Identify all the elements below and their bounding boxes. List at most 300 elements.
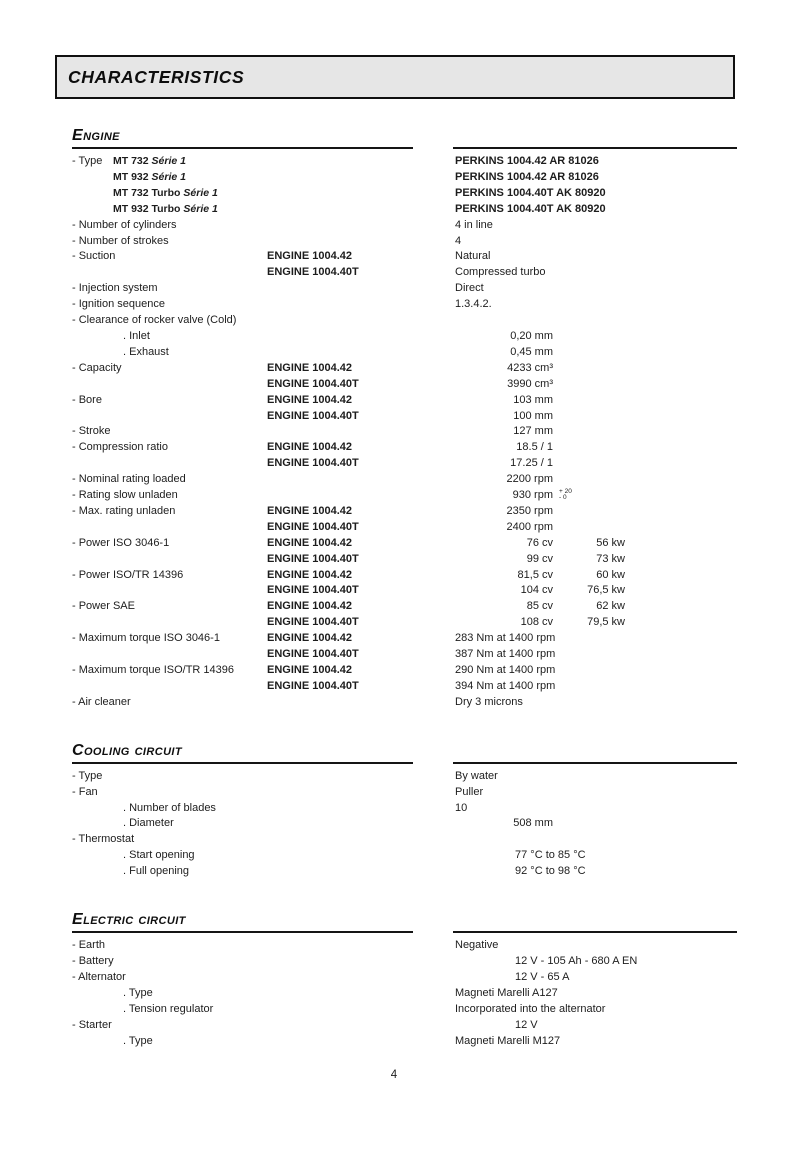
spec-row — [72, 816, 737, 832]
spec-label-text: - Stroke — [72, 425, 111, 438]
spec-value-kw — [490, 249, 562, 265]
spec-label — [72, 970, 267, 986]
spec-section — [72, 127, 737, 711]
machine-model — [113, 202, 218, 218]
spec-row — [72, 663, 737, 679]
spec-value — [455, 986, 558, 1002]
spec-value — [455, 1002, 605, 1018]
spec-value — [455, 520, 553, 536]
engine-model: ENGINE 1004.42 — [267, 568, 352, 581]
spec-row — [72, 801, 737, 817]
spec-value — [455, 345, 553, 361]
engine-model — [267, 785, 455, 801]
section-header — [72, 127, 737, 149]
spec-row — [72, 1002, 737, 1018]
spec-value — [455, 695, 523, 711]
engine-model — [267, 154, 455, 170]
spec-value-text: 2350 rpm — [506, 504, 553, 517]
spec-row — [72, 1034, 737, 1050]
spec-label — [72, 986, 267, 1002]
spec-value-kw — [553, 361, 625, 377]
spec-row — [72, 848, 737, 864]
spec-value — [455, 769, 498, 785]
spec-row — [72, 1018, 737, 1034]
spec-label — [72, 202, 267, 218]
spec-label-text: . Number of blades — [123, 801, 216, 814]
spec-row — [72, 265, 737, 281]
spec-label — [72, 345, 267, 361]
spec-value-text: 283 Nm at 1400 rpm — [455, 632, 556, 645]
spec-label — [72, 440, 267, 456]
spec-row — [72, 313, 737, 329]
machine-model-name: MT 732 — [113, 155, 149, 167]
engine-model — [267, 424, 455, 440]
spec-row — [72, 695, 737, 711]
section-title: Electric circuit — [72, 911, 413, 933]
spec-value — [455, 424, 553, 440]
spec-rows — [72, 154, 737, 711]
spec-label — [72, 785, 267, 801]
spec-value — [455, 679, 555, 695]
spec-value — [455, 281, 484, 297]
spec-value-kw — [455, 832, 527, 848]
spec-row — [72, 583, 737, 599]
spec-label — [72, 816, 267, 832]
spec-value — [455, 583, 553, 599]
spec-value-text: Puller — [455, 785, 484, 798]
spec-value — [455, 170, 599, 186]
engine-model — [267, 954, 455, 970]
spec-label — [72, 848, 267, 864]
page-title: CHARACTERISTICS — [68, 66, 245, 87]
spec-label-text: . Full opening — [123, 865, 190, 878]
spec-value-kw — [484, 281, 556, 297]
spec-value-kw — [605, 1002, 677, 1018]
spec-row — [72, 361, 737, 377]
spec-row — [72, 345, 737, 361]
spec-value-text: 103 mm — [513, 393, 553, 406]
section-header — [72, 742, 737, 764]
spec-value-text: 18.5 / 1 — [516, 441, 553, 454]
spec-label — [72, 456, 267, 472]
spec-value-text: 2400 rpm — [506, 520, 553, 533]
spec-value-kw — [606, 186, 678, 202]
engine-model: ENGINE 1004.40T — [267, 679, 359, 692]
spec-label — [72, 218, 267, 234]
engine-model: ENGINE 1004.40T — [267, 584, 359, 597]
spec-value-kw — [555, 679, 627, 695]
spec-label — [72, 1018, 267, 1034]
engine-model: ENGINE 1004.42 — [267, 600, 352, 613]
spec-rows — [72, 769, 737, 880]
spec-value — [455, 954, 637, 970]
tolerance-top: + 20 — [559, 488, 572, 496]
spec-value — [455, 615, 553, 631]
spec-value-text: Magneti Marelli A127 — [455, 986, 558, 999]
spec-label — [72, 679, 267, 695]
engine-model: ENGINE 1004.42 — [267, 393, 352, 406]
spec-value-text: 290 Nm at 1400 rpm — [455, 664, 556, 676]
spec-value-kw: 79,5 kw — [587, 616, 625, 629]
spec-label-text: - Maximum torque ISO 3046-1 — [72, 632, 220, 645]
spec-rows — [72, 938, 737, 1049]
spec-value — [455, 202, 606, 218]
spec-value-kw — [553, 329, 625, 345]
spec-label — [72, 393, 267, 409]
spec-label-text: - Starter — [72, 1018, 112, 1031]
spec-value-text: 4233 cm³ — [507, 361, 553, 374]
engine-model — [267, 1034, 455, 1050]
spec-value — [455, 297, 492, 313]
spec-value-text: 508 mm — [513, 817, 553, 830]
spec-label-text — [72, 202, 113, 218]
spec-label — [72, 186, 267, 202]
spec-value — [455, 265, 546, 281]
spec-value-text: Incorporated into the alternator — [455, 1002, 606, 1015]
spec-value-kw — [569, 970, 641, 986]
spec-label — [72, 520, 267, 536]
spec-value-text: 12 V - 65 A — [515, 970, 570, 983]
spec-label — [72, 954, 267, 970]
spec-value-text: 85 cv — [526, 600, 553, 613]
spec-value — [455, 663, 555, 679]
spec-label — [72, 663, 267, 679]
spec-row — [72, 615, 737, 631]
section-title: Engine — [72, 127, 413, 149]
spec-value-kw — [553, 377, 625, 393]
spec-value-kw — [555, 663, 627, 679]
spec-label — [72, 938, 267, 954]
spec-label — [72, 488, 267, 504]
engine-model: ENGINE 1004.42 — [267, 632, 352, 645]
spec-value-kw — [553, 816, 625, 832]
spec-label — [72, 361, 267, 377]
spec-row — [72, 769, 737, 785]
spec-value-text: Negative — [455, 939, 499, 952]
spec-value-text: PERKINS 1004.40T AK 80920 — [455, 186, 606, 199]
engine-model: ENGINE 1004.42 — [267, 250, 352, 263]
spec-value-kw: 60 kw — [596, 568, 625, 581]
engine-model — [267, 313, 455, 329]
spec-row — [72, 832, 737, 848]
spec-value-kw — [553, 393, 625, 409]
section-header — [72, 911, 737, 933]
spec-label-text: - Clearance of rocker valve (Cold) — [72, 314, 237, 327]
spec-value-kw — [553, 504, 625, 520]
spec-label-text: - Power ISO/TR 14396 — [72, 568, 184, 581]
engine-model — [267, 218, 455, 234]
spec-label-text: - Injection system — [72, 282, 158, 295]
spec-label-text: - Type — [72, 155, 103, 167]
spec-label — [72, 377, 267, 393]
spec-label-text: - Compression ratio — [72, 441, 168, 454]
spec-row — [72, 504, 737, 520]
spec-value-kw — [637, 954, 709, 970]
spec-label-text: - Air cleaner — [72, 695, 131, 708]
spec-label — [72, 832, 267, 848]
spec-row — [72, 154, 737, 170]
spec-value — [455, 186, 606, 202]
engine-model: ENGINE 1004.40T — [267, 457, 359, 470]
spec-value — [455, 801, 467, 817]
spec-label-text: - Type — [72, 769, 103, 782]
spec-label — [72, 154, 267, 170]
engine-model: ENGINE 1004.40T — [267, 616, 359, 629]
spec-value-text: 77 °C to 85 °C — [515, 849, 586, 862]
spec-value — [455, 1034, 560, 1050]
spec-section — [72, 742, 737, 880]
spec-value-text: Magneti Marelli M127 — [455, 1034, 561, 1047]
spec-label — [72, 504, 267, 520]
spec-value-text: Natural — [455, 250, 491, 263]
spec-value-kw — [553, 520, 625, 536]
spec-label — [72, 1002, 267, 1018]
spec-value — [455, 816, 553, 832]
spec-row — [72, 281, 737, 297]
section-rule — [453, 762, 737, 764]
engine-model: ENGINE 1004.40T — [267, 266, 359, 279]
engine-model — [267, 816, 455, 832]
spec-value-kw — [498, 769, 570, 785]
spec-value-text: 394 Nm at 1400 rpm — [455, 679, 556, 692]
engine-model — [267, 281, 455, 297]
spec-row — [72, 409, 737, 425]
spec-value — [455, 154, 599, 170]
spec-label-text: - Suction — [72, 250, 116, 263]
spec-row — [72, 424, 737, 440]
spec-value-text: 92 °C to 98 °C — [515, 865, 586, 878]
spec-label — [72, 409, 267, 425]
spec-value-text: 1.3.4.2. — [455, 298, 492, 311]
spec-value-kw — [553, 345, 625, 361]
spec-label — [72, 281, 267, 297]
spec-value — [455, 1018, 538, 1034]
spec-value-kw — [553, 472, 625, 488]
spec-value — [455, 647, 555, 663]
spec-value-kw — [461, 234, 533, 250]
spec-value — [455, 785, 483, 801]
engine-model — [267, 970, 455, 986]
spec-value — [455, 599, 553, 615]
spec-label-text: - Maximum torque ISO/TR 14396 — [72, 664, 235, 676]
spec-row — [72, 440, 737, 456]
spec-label — [72, 472, 267, 488]
spec-value — [455, 631, 555, 647]
machine-model-series: Série 1 — [151, 170, 186, 183]
spec-value-kw — [493, 218, 565, 234]
spec-label — [72, 313, 267, 329]
machine-model-series: Série 1 — [183, 202, 218, 215]
spec-value — [455, 329, 553, 345]
spec-value-text: 127 mm — [513, 425, 553, 438]
spec-label-text: - Power SAE — [72, 600, 135, 613]
spec-value-kw — [523, 695, 595, 711]
spec-value-kw — [599, 154, 671, 170]
spec-row — [72, 186, 737, 202]
tolerance-bottom: - 0 — [559, 494, 567, 502]
spec-label-text: - Power ISO 3046-1 — [72, 536, 170, 549]
spec-value-kw — [599, 170, 671, 186]
spec-value-kw — [455, 313, 527, 329]
spec-value — [455, 440, 553, 456]
spec-value — [455, 568, 553, 584]
engine-model: ENGINE 1004.42 — [267, 504, 352, 517]
engine-model — [267, 234, 455, 250]
spec-label — [72, 297, 267, 313]
spec-row — [72, 986, 737, 1002]
spec-label-text — [72, 186, 113, 202]
spec-label — [72, 1034, 267, 1050]
spec-label — [72, 170, 267, 186]
spec-value-text: Compressed turbo — [455, 266, 546, 279]
tolerance — [559, 489, 572, 501]
engine-model: ENGINE 1004.40T — [267, 377, 359, 390]
spec-label — [72, 631, 267, 647]
spec-value — [455, 218, 493, 234]
engine-model — [267, 848, 455, 864]
spec-value-kw — [498, 938, 570, 954]
spec-label-text: . Tension regulator — [123, 1002, 214, 1015]
spec-row — [72, 377, 737, 393]
spec-value-kw — [483, 785, 555, 801]
spec-row — [72, 456, 737, 472]
spec-label-text: - Battery — [72, 954, 114, 967]
spec-value — [455, 488, 572, 504]
spec-label — [72, 769, 267, 785]
spec-row — [72, 170, 737, 186]
section-rule — [453, 931, 737, 933]
engine-model — [267, 769, 455, 785]
machine-model — [113, 154, 186, 170]
spec-row — [72, 472, 737, 488]
spec-row — [72, 679, 737, 695]
spec-row — [72, 954, 737, 970]
spec-label-text: . Exhaust — [123, 345, 169, 358]
spec-value-kw — [553, 424, 625, 440]
spec-value-text: 4 in line — [455, 218, 493, 231]
page-number: 4 — [390, 1069, 398, 1082]
spec-value-text: PERKINS 1004.40T AK 80920 — [455, 202, 606, 215]
spec-value-kw: 76,5 kw — [587, 584, 625, 597]
spec-value — [455, 393, 553, 409]
spec-row — [72, 234, 737, 250]
spec-value-text: By water — [455, 769, 498, 782]
spec-value-kw — [546, 265, 618, 281]
spec-value-text: 104 cv — [520, 584, 553, 597]
spec-value — [455, 864, 586, 880]
spec-row — [72, 249, 737, 265]
spec-value — [455, 848, 586, 864]
spec-label — [72, 536, 267, 552]
spec-value-text: 76 cv — [526, 536, 553, 549]
spec-value-kw — [492, 297, 564, 313]
engine-model: ENGINE 1004.42 — [267, 536, 352, 549]
engine-model — [267, 832, 455, 848]
spec-value-text: PERKINS 1004.42 AR 81026 — [455, 170, 599, 183]
spec-row — [72, 329, 737, 345]
spec-label — [72, 552, 267, 568]
spec-value — [455, 472, 553, 488]
engine-model: ENGINE 1004.42 — [267, 361, 352, 374]
engine-model: ENGINE 1004.42 — [267, 441, 352, 454]
machine-model — [113, 170, 186, 186]
spec-label — [72, 695, 267, 711]
spec-label-text: . Type — [123, 1034, 153, 1047]
spec-label-text: - Earth — [72, 939, 106, 952]
spec-row — [72, 536, 737, 552]
spec-label — [72, 599, 267, 615]
spec-label-text: - Number of strokes — [72, 234, 169, 247]
spec-label-text: - Fan — [72, 785, 98, 798]
spec-label — [72, 329, 267, 345]
spec-value — [455, 234, 461, 250]
engine-model: ENGINE 1004.40T — [267, 552, 359, 565]
spec-value-kw — [555, 647, 627, 663]
spec-value — [455, 970, 569, 986]
spec-row — [72, 520, 737, 536]
spec-value — [455, 361, 553, 377]
spec-value — [455, 409, 553, 425]
engine-model — [267, 186, 455, 202]
engine-model — [267, 1018, 455, 1034]
spec-value-text: 10 — [455, 801, 468, 814]
spec-label-text: - Number of cylinders — [72, 218, 177, 231]
spec-value-text: 17.25 / 1 — [510, 457, 553, 470]
spec-value-kw: 62 kw — [596, 600, 625, 613]
spec-value — [455, 536, 553, 552]
spec-value-text: 0,45 mm — [510, 345, 553, 358]
spec-row — [72, 393, 737, 409]
spec-value-text: PERKINS 1004.42 AR 81026 — [455, 155, 599, 167]
sections — [72, 127, 737, 1049]
spec-label — [72, 424, 267, 440]
spec-value-kw — [586, 864, 658, 880]
machine-model-series: Série 1 — [183, 186, 218, 199]
spec-label — [72, 583, 267, 599]
spec-row — [72, 552, 737, 568]
machine-model-name: MT 932 Turbo — [113, 202, 181, 215]
spec-value-kw — [606, 202, 678, 218]
spec-value-text: 387 Nm at 1400 rpm — [455, 648, 556, 661]
spec-value-text: 4 — [455, 234, 462, 247]
spec-row — [72, 488, 737, 504]
spec-label — [72, 647, 267, 663]
spec-value — [455, 249, 490, 265]
engine-model — [267, 864, 455, 880]
machine-model-name: MT 932 — [113, 170, 149, 183]
spec-value-kw — [560, 1034, 632, 1050]
engine-model — [267, 1002, 455, 1018]
spec-label — [72, 234, 267, 250]
machine-model-name: MT 732 Turbo — [113, 186, 181, 199]
spec-label — [72, 249, 267, 265]
engine-model: ENGINE 1004.42 — [267, 664, 352, 676]
spec-value-text: 930 rpm — [512, 489, 553, 502]
spec-row — [72, 568, 737, 584]
spec-value — [455, 377, 553, 393]
engine-model — [267, 472, 455, 488]
engine-model — [267, 170, 455, 186]
spec-value — [455, 504, 553, 520]
section-rule — [453, 147, 737, 149]
spec-label — [72, 568, 267, 584]
spec-label-text: . Diameter — [123, 817, 174, 830]
engine-model — [267, 938, 455, 954]
spec-value-kw — [553, 456, 625, 472]
spec-value — [455, 938, 498, 954]
spec-value-text: 0,20 mm — [510, 329, 553, 342]
spec-value-text: 108 cv — [520, 616, 553, 629]
